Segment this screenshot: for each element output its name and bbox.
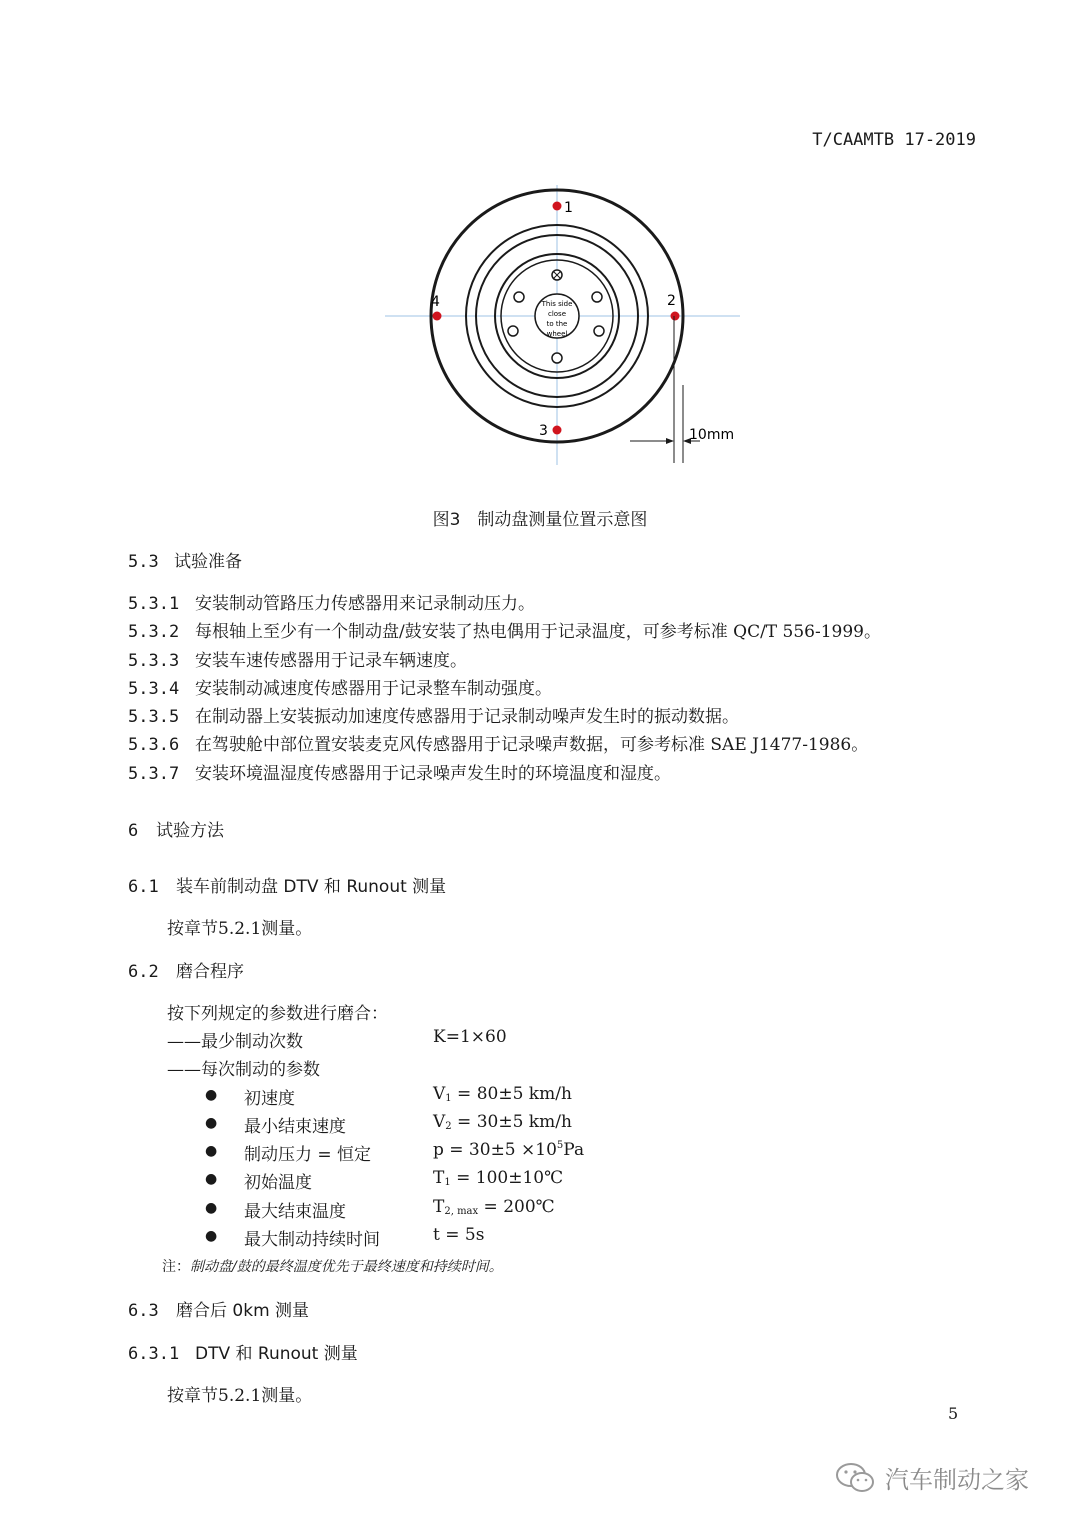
list-item <box>205 1140 217 1160</box>
param-label: 最大结束温度 <box>244 1202 346 1222</box>
hub-label-line: close <box>547 310 567 318</box>
note: 注：制动盘/鼓的最终温度优先于最终速度和持续时间。 <box>162 1259 503 1275</box>
wechat-icon <box>835 1461 877 1495</box>
chapter-heading: 6 试验方法 <box>128 821 224 841</box>
param-value: K=1×60 <box>433 1027 507 1047</box>
brake-disc-diagram <box>380 185 750 475</box>
measure-point-3 <box>553 426 562 435</box>
bullet: ● <box>205 1087 218 1103</box>
bullet: ● <box>205 1115 218 1131</box>
bullet: ● <box>205 1200 218 1216</box>
param-value: $V_1 = 80\pm 5$ km/h <box>433 1084 572 1104</box>
param-label: 初速度 <box>244 1089 295 1109</box>
bullet: ● <box>205 1228 218 1244</box>
list-item <box>205 1168 217 1188</box>
list-item: 5.3.3 安装车速传感器用于记录车辆速度。 <box>128 651 467 671</box>
point-label-2: 2 <box>667 293 676 309</box>
point-label-1: 1 <box>564 200 573 216</box>
param-value: $p = 30\pm 5 \times 10^5Pa$ <box>433 1140 585 1160</box>
list-item: 5.3.4 安装制动减速度传感器用于记录整车制动强度。 <box>128 679 552 699</box>
param-label: 最大制动持续时间 <box>244 1230 380 1250</box>
page-number: 5 <box>948 1404 959 1423</box>
param-value: $V_2 = 30\pm 5$ km/h <box>433 1112 572 1132</box>
bolt-hole <box>594 326 604 336</box>
list-item <box>205 1225 217 1245</box>
list-item <box>205 1112 217 1132</box>
measure-point-2 <box>671 312 680 321</box>
bolt-hole <box>508 326 518 336</box>
section-intro: 按下列规定的参数进行磨合： <box>167 1004 388 1024</box>
section-heading: 6.2 磨合程序 <box>128 962 244 982</box>
measure-point-4 <box>433 312 442 321</box>
section-heading: 5.3 试验准备 <box>128 552 242 572</box>
hub-label-line: wheel <box>546 330 568 338</box>
list-item: 5.3.2 每根轴上至少有一个制动盘/鼓安装了热电偶用于记录温度，可参考标准 QC/T 556-1999。 <box>128 622 881 642</box>
param-label: ——最少制动次数 <box>167 1032 303 1052</box>
list-item: 5.3.5 在制动器上安装振动加速度传感器用于记录制动噪声发生时的振动数据。 <box>128 707 739 727</box>
subsection-heading: 6.3.1 DTV 和 Runout 测量 <box>128 1344 358 1364</box>
bullet: ● <box>205 1143 218 1159</box>
section-body: 按章节5.2.1测量。 <box>167 919 313 939</box>
dimension-label: 10mm <box>689 427 735 443</box>
bolt-hole <box>592 292 602 302</box>
param-label: ——每次制动的参数 <box>167 1060 320 1080</box>
param-label: 初始温度 <box>244 1173 312 1193</box>
list-item: 5.3.7 安装环境温湿度传感器用于记录噪声发生时的环境温度和湿度。 <box>128 764 671 784</box>
param-value: t = 5s <box>433 1225 485 1245</box>
hub-label-line: to the <box>546 320 568 328</box>
hub-label-line: This side <box>541 300 573 308</box>
bolt-hole <box>552 353 562 363</box>
point-label-4: 4 <box>431 294 440 310</box>
measure-point-1 <box>553 202 562 211</box>
section-heading: 6.1 装车前制动盘 DTV 和 Runout 测量 <box>128 877 447 897</box>
bolt-hole <box>514 292 524 302</box>
bullet: ● <box>205 1171 218 1187</box>
list-item <box>205 1197 217 1217</box>
document-code: T/CAAMTB 17-2019 <box>812 130 976 150</box>
point-label-3: 3 <box>539 423 548 439</box>
figure-caption: 图3 制动盘测量位置示意图 <box>432 510 648 530</box>
section-body: 按章节5.2.1测量。 <box>167 1386 313 1406</box>
section-heading: 6.3 磨合后 0km 测量 <box>128 1301 310 1321</box>
list-item: 5.3.1 安装制动管路压力传感器用来记录制动压力。 <box>128 594 535 614</box>
param-label: 制动压力 = 恒定 <box>244 1145 372 1165</box>
param-value: $T_1$ = 100±10℃ <box>433 1168 564 1188</box>
list-item <box>205 1084 217 1104</box>
param-value: $T_{2, max}$ = 200℃ <box>433 1197 555 1217</box>
list-item: 5.3.6 在驾驶舱中部位置安装麦克风传感器用于记录噪声数据，可参考标准 SAE J1477-1986。 <box>128 735 869 755</box>
watermark: 汽车制动之家 <box>835 1460 1029 1495</box>
param-label: 最小结束速度 <box>244 1117 346 1137</box>
